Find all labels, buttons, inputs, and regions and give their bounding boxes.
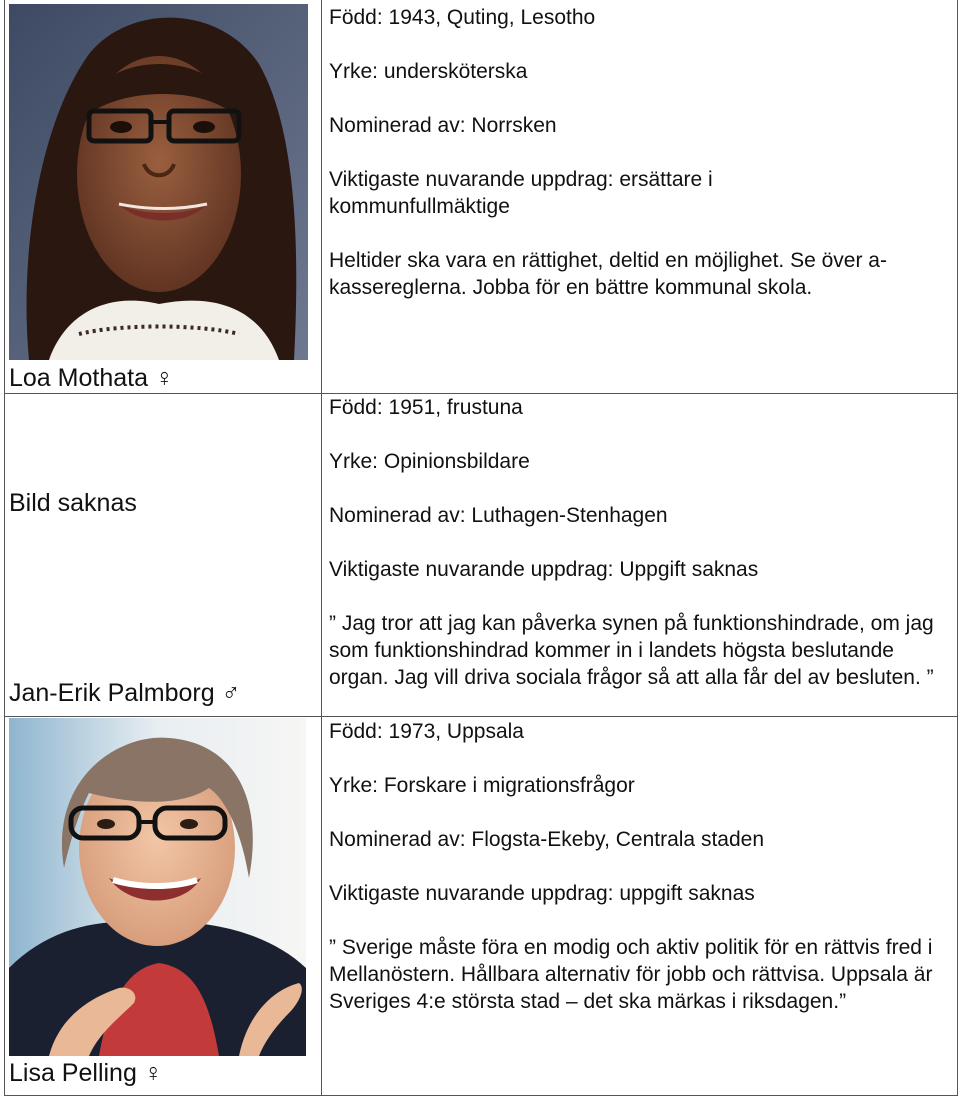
- table-border-left: [4, 0, 5, 1096]
- female-symbol-icon: ♀: [154, 364, 174, 392]
- candidate-name-text: Loa Mothata: [9, 364, 148, 392]
- born-field: [329, 718, 948, 745]
- assignment-field: [329, 166, 779, 220]
- born-value: 1951, frustuna: [388, 396, 523, 419]
- nominated-label: Nominerad av:: [329, 114, 466, 137]
- born-label: Född:: [329, 6, 383, 29]
- job-label: Yrke:: [329, 450, 379, 473]
- job-value: Opinionsbildare: [383, 450, 530, 473]
- nominated-field: [329, 502, 948, 529]
- female-symbol-icon: ♀: [143, 1059, 163, 1087]
- assignment-value: uppgift saknas: [619, 882, 755, 905]
- candidate-name-text: Lisa Pelling: [9, 1059, 137, 1087]
- photo-missing-text: Bild saknas: [9, 489, 137, 517]
- assignment-field: [329, 880, 948, 907]
- born-value: 1943, Quting, Lesotho: [388, 6, 596, 29]
- assignment-value: ersättare i kommunfullmäktige: [329, 168, 713, 218]
- nominated-label: Nominerad av:: [329, 828, 466, 851]
- candidate-name-text: Jan-Erik Palmborg: [9, 679, 215, 707]
- nominated-value: Flogsta-Ekeby, Centrala staden: [471, 828, 765, 851]
- born-label: Född:: [329, 396, 383, 419]
- job-label: Yrke:: [329, 774, 379, 797]
- row-divider-2: [4, 716, 958, 717]
- job-field: [329, 772, 948, 799]
- job-value: Forskare i migrationsfrågor: [383, 774, 635, 797]
- portrait-woman-short-hair-glasses-icon: [9, 718, 306, 1056]
- candidate-photo-lisa-pelling: [9, 718, 306, 1056]
- candidate-quote: Heltider ska vara en rättighet, deltid en möjlighet. Se över a-kassereglerna. Jobba för en bättre kommunal skola.: [329, 249, 887, 299]
- job-value: undersköterska: [383, 60, 528, 83]
- male-symbol-icon: ♂: [221, 679, 241, 707]
- assignment-value: Uppgift saknas: [619, 558, 759, 581]
- candidate-name-lisa-pelling: [9, 1059, 163, 1087]
- table-column-divider: [321, 0, 322, 1096]
- candidate-photo-loa-mothata: [9, 4, 308, 360]
- born-field: [329, 394, 948, 421]
- born-label: Född:: [329, 720, 383, 743]
- portrait-woman-glasses-icon: [9, 4, 308, 360]
- nominated-label: Nominerad av:: [329, 504, 466, 527]
- nominated-field: [329, 112, 948, 139]
- job-field: [329, 58, 948, 85]
- job-label: Yrke:: [329, 60, 379, 83]
- job-field: [329, 448, 948, 475]
- nominated-value: Norrsken: [471, 114, 557, 137]
- candidate-name-jan-erik-palmborg: [9, 679, 240, 707]
- nominated-field: [329, 826, 948, 853]
- nominated-value: Luthagen-Stenhagen: [471, 504, 668, 527]
- assignment-label: Viktigaste nuvarande uppdrag:: [329, 882, 614, 905]
- assignment-label: Viktigaste nuvarande uppdrag:: [329, 558, 614, 581]
- born-value: 1973, Uppsala: [388, 720, 524, 743]
- table-border-bottom: [4, 1095, 958, 1096]
- born-field: [329, 4, 948, 31]
- candidate-quote: ” Jag tror att jag kan påverka synen på funktionshindrade, om jag som funktionshindrad kommer in i landets högsta beslutande organ. Jag vill driva sociala frågor så att alla får del av besluten. ”: [329, 612, 934, 689]
- candidate-name-loa-mothata: [9, 364, 174, 392]
- table-border-right: [957, 0, 958, 1096]
- candidate-quote: ” Sverige måste föra en modig och aktiv politik för en rättvis fred i Mellanöstern. Hållbara alternativ för jobb och rättvisa. Uppsala är Sveriges 4:e största stad – det ska märkas i riksdagen.”: [329, 936, 933, 1013]
- assignment-label: Viktigaste nuvarande uppdrag:: [329, 168, 614, 191]
- assignment-field: [329, 556, 948, 583]
